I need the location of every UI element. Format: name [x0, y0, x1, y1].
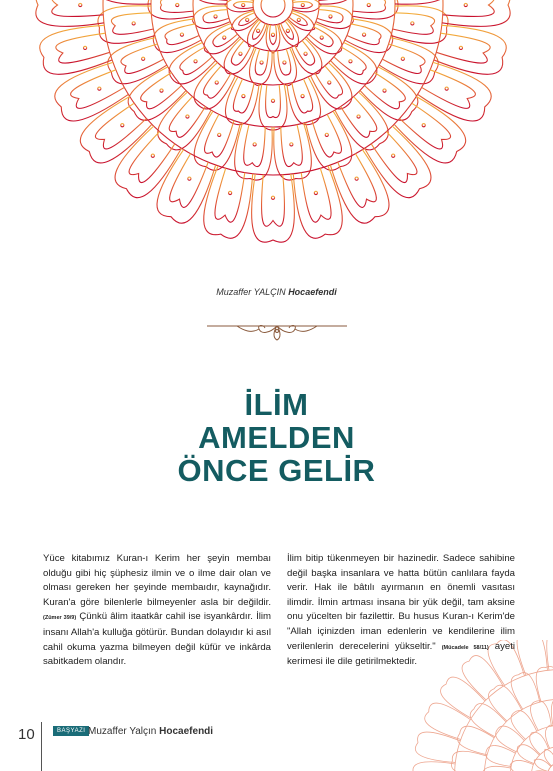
- paragraph-left-text-2: Çünkü âlim itaatkâr cahil ise isyankârdır. İlim insanı Allah'a kulluğa götürür. Bundan dolayıdır ki asıl cahil okuma yazma bilmeyen değil küfür ve inkârda sabitkadem olandır.: [43, 611, 271, 668]
- citation-zumer: (Zümer 39/9): [43, 615, 77, 622]
- paragraph-left-text-1: Yüce kitabımız Kuran-ı Kerim her şeyin membaı olduğu gibi hiç şüphesiz ilmin ve o ilme dair olan ve olması gereken her şeyinde membaıdır, kaynağıdır. Kuran'a göre bilenlerle bilmeyenler asla bir değildir.: [43, 553, 271, 608]
- footer-divider: [41, 722, 42, 771]
- divider-ornament: [207, 320, 347, 342]
- paragraph-right: [287, 552, 515, 670]
- paragraph-right-text-2: ayeti kerimesi ile dile getirilmektedir.: [287, 640, 516, 668]
- page-number: 10: [18, 726, 35, 743]
- footer-author-title: Hocaefendi: [159, 726, 214, 737]
- footer-author-name: Muzaffer Yalçın: [88, 726, 157, 737]
- author-byline: [0, 287, 553, 297]
- title-line-3: ÖNCE GELİR: [177, 453, 376, 488]
- body-column-left: [43, 552, 271, 670]
- paragraph-right-text-1: İlim bitip tükenmeyen bir hazinedir. Sadece sahibine değil başka insanlara ve hatta bütün canlılara fayda verir. Hak ile bâtılı ayırmanın en önemli vasıtası ilimdir. İlmin artması insana bir yük değil, tam aksine onu yücelten bir fazilettir. Bu husus Kuran-ı Kerim'de "Allah içinizden iman edenlerin ve kendilerine ilim verilenlerin derecelerini yükseltir.": [287, 553, 515, 652]
- title-line-1: İLİM: [244, 387, 309, 422]
- paragraph-left: [43, 552, 271, 670]
- citation-mucadele: (Mücadele 58/11): [441, 644, 489, 651]
- section-badge: BAŞYAZI: [53, 726, 89, 736]
- title-line-2: AMELDEN: [198, 420, 355, 455]
- page-footer: [0, 722, 553, 746]
- footer-author: [88, 726, 213, 737]
- author-title: Hocaefendi: [288, 287, 337, 297]
- mandala-decoration: [28, 0, 518, 248]
- body-column-right: [287, 552, 515, 670]
- author-name: Muzaffer YALÇIN: [216, 287, 286, 297]
- article-title: [0, 388, 553, 487]
